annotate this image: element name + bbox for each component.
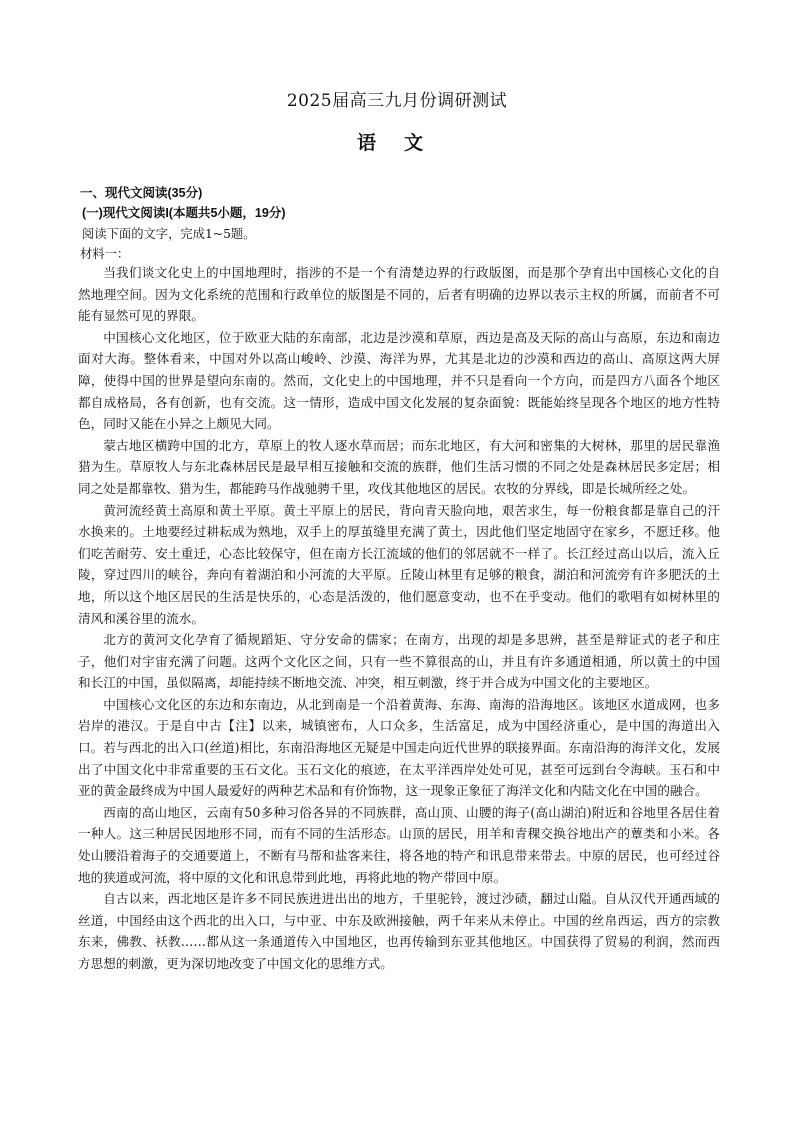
section-heading: 一、现代文阅读(35分) <box>80 186 203 200</box>
paragraph: 中国核心文化地区，位于欧亚大陆的东南部，北边是沙漠和草原，西边是高及天际的高山与高原，东边和南边面对大海。整体看来，中国对外以高山峻岭、沙漠、海洋为界，尤其是北边的沙漠和西边的高山、高原这两大屏障，使得中国的世界是望向东南的。然而，文化史上的中国地理，并不只是看向一个方向，而是四方八面各个地区都自成格局，各有创新，也有交流。这一情形，造成中国文化发展的复杂面貌：既能始终呈现各个地区的地方性特色，同时又能在小异之上颇见大同。 <box>78 329 720 432</box>
subsection-heading: (一)现代文阅读I(本题共5小题，19分) <box>82 206 286 220</box>
subject-title: 语文 <box>356 132 451 154</box>
exam-title: 2025届高三九月份调研测试 <box>286 91 508 111</box>
paragraph: 西南的高山地区，云南有50多种习俗各异的不同族群，高山顶、山腰的海子(高山湖泊)附近和谷地里各居住着一种人。这三种居民因地形不同，而有不同的生活形态。山顶的居民，用羊和青稞交换谷地出产的蕈类和小米。各处山腰沿着海子的交通要道上，不断有马帮和盐客来往，将各地的特产和讯息带来带去。中原的居民，也可经过谷地的狭道或河流，将中原的文化和讯息带到此地，再将此地的物产带回中原。 <box>78 804 720 885</box>
material-label: 材料一： <box>80 247 130 261</box>
paragraph: 自古以来，西北地区是许多不同民族进进出出的地方，千里驼铃，渡过沙碛，翻过山隘。自从汉代开通西域的丝道，中国经由这个西北的出入口，与中亚、中东及欧洲接触，两千年来从未停止。中国的丝帛西运，西方的宗教东来，佛教、袄教……都从这一条通道传入中国地区，也再传输到东亚其他地区。中国获得了贸易的利润，然而西方思想的刺激，更为深切地改变了中国文化的思维方式。 <box>78 891 720 971</box>
paragraph: 中国核心文化区的东边和东南边，从北到南是一个沿着黄海、东海、南海的沿海地区。该地区水道成网，也多岩岸的港汉。于是自中古【注】以来，城镇密布，人口众多，生活富足，成为中国经济重心，是中国的海道出入口。若与西北的出入口(丝道)相比，东南沿海地区无疑是中国走向近代世界的联接界面。东南沿海的海洋文化，发展出了中国文化中非常重要的玉石文化。玉石文化的痕迹，在太平洋西岸处处可见，甚至可远到台令海峡。玉石和中亚的黄金最终成为中国人最爱好的两种艺术品和有价饰物，这一现象正象征了海洋文化和内陆文化在中国的融合。 <box>78 696 720 799</box>
paragraph: 蒙古地区横跨中国的北方，草原上的牧人逐水草而居；而东北地区，有大河和密集的大树林，那里的居民靠渔猎为生。草原牧人与东北森林居民是最早相互接触和交流的族群，他们生活习惯的不同之处是森林居民多定居；相同之处是都靠牧、猎为生，都能跨马作战驰骋千里，攻伐其他地区的居民。农牧的分界线，即是长城所经之处。 <box>78 437 720 496</box>
paragraph: 北方的黄河文化孕育了循规蹈矩、守分安命的儒家；在南方，出现的却是多思辨，甚至是辩证式的老子和庄子，他们对宇宙充满了问题。这两个文化区之间，只有一些不算很高的山，并且有许多通道相通，所以黄土的中国和长江的中国，虽似隔离，却能持续不断地交流、冲突，相互刺激，终于并合成为中国文化的主要地区。 <box>78 632 720 691</box>
reading-instruction: 阅读下面的文字，完成1~5题。 <box>82 227 256 241</box>
paragraph: 黄河流经黄土高原和黄土平原。黄土平原上的居民，背向青天脸向地，艰苦求生，每一份粮食都是靠自己的汗水换来的。土地要经过耕耘成为熟地，双手上的厚茧缝里充满了黄土，因此他们坚定地固守在家乡，不愿迁移。他们吃苦耐劳、安土重迁，心态比较保守，但在南方长江流域的他们的邻居就不一样了。长江经过高山以后，流入丘陵，穿过四川的峡谷，奔向有着湖泊和小河流的大平原。丘陵山林里有足够的粮食，湖泊和河流旁有许多肥沃的土地，所以这个地区居民的生活是快乐的，心态是活泼的，他们愿意变动，也不在乎变动。他们的歌唱有如树林里的清风和溪谷里的流水。 <box>78 502 720 626</box>
reading-passage <box>78 262 720 975</box>
paragraph: 当我们谈文化史上的中国地理时，指涉的不是一个有清楚边界的行政版图，而是那个孕育出中国核心文化的自然地理空间。因为文化系统的范围和行政单位的版图是不同的，后者有明确的边界以表示主权的所属，而前者不可能有显然可见的界限。 <box>78 265 720 324</box>
